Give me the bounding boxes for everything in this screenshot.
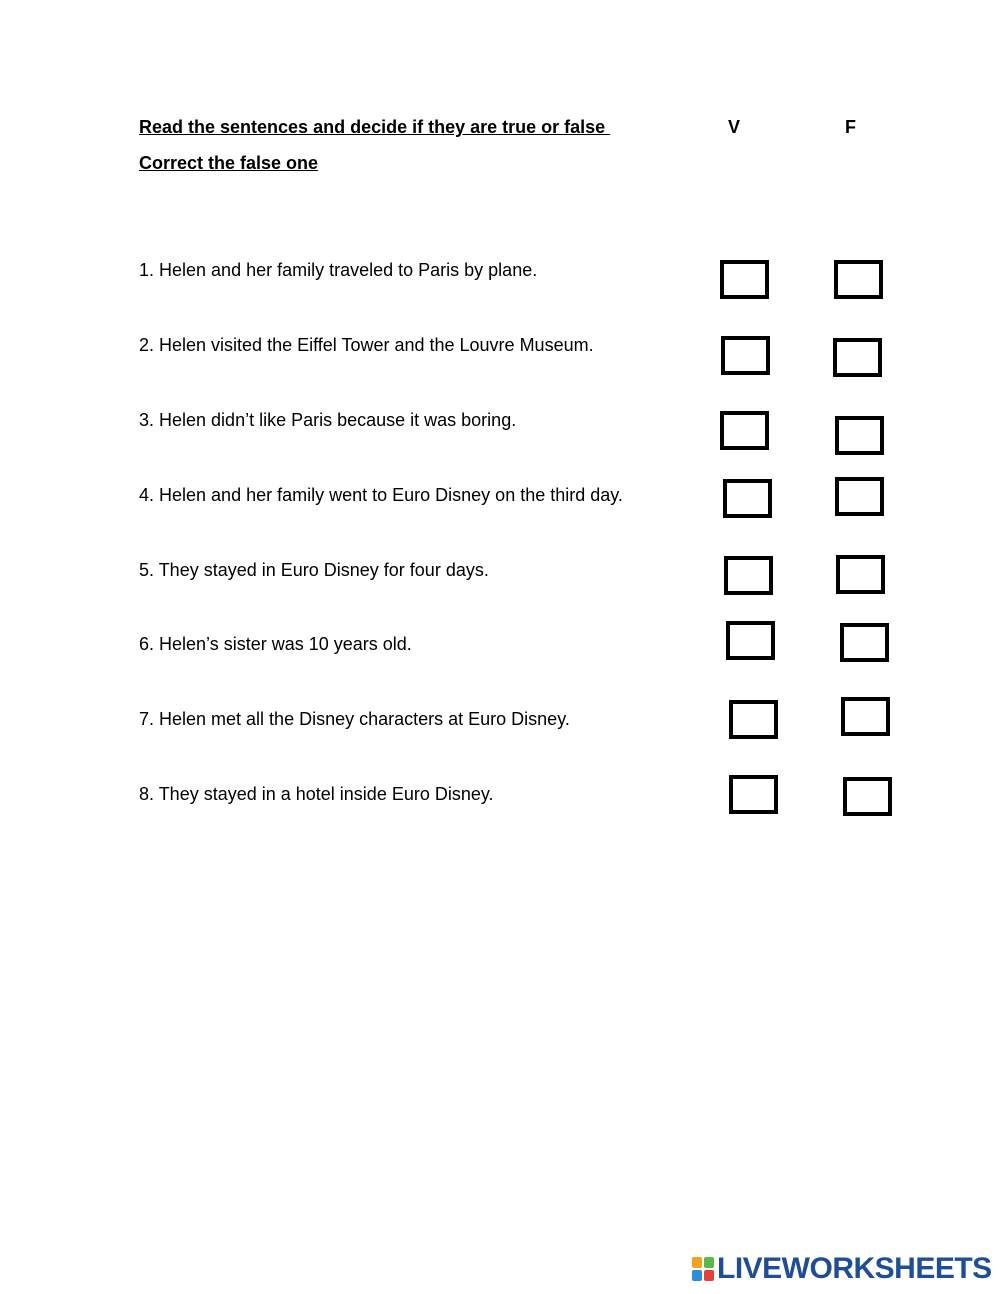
true-checkbox-1[interactable] [720, 260, 769, 299]
statement-8: 8. They stayed in a hotel inside Euro Disney. [139, 784, 494, 804]
logo-square-3 [692, 1270, 702, 1281]
liveworksheets-logo-icon [692, 1257, 714, 1281]
column-header-false: F [845, 117, 856, 137]
statement-4: 4. Helen and her family went to Euro Disney on the third day. [139, 485, 623, 505]
true-checkbox-3[interactable] [720, 411, 769, 450]
false-checkbox-7[interactable] [841, 697, 890, 736]
false-checkbox-5[interactable] [836, 555, 885, 594]
true-checkbox-4[interactable] [723, 479, 772, 518]
statement-3: 3. Helen didn’t like Paris because it was boring. [139, 410, 517, 430]
false-checkbox-1[interactable] [834, 260, 883, 299]
logo-square-1 [692, 1257, 702, 1268]
true-checkbox-2[interactable] [721, 336, 770, 375]
statement-6: 6. Helen’s sister was 10 years old. [139, 634, 412, 654]
brand-name: LIVEWORKSHEETS [717, 1252, 992, 1285]
false-checkbox-8[interactable] [843, 777, 892, 816]
logo-square-2 [704, 1257, 714, 1268]
false-checkbox-2[interactable] [833, 338, 882, 377]
statement-5: 5. They stayed in Euro Disney for four days. [139, 560, 489, 580]
false-checkbox-6[interactable] [840, 623, 889, 662]
branding-footer [692, 1254, 992, 1284]
statement-2: 2. Helen visited the Eiffel Tower and the Louvre Museum. [139, 335, 594, 355]
false-checkbox-4[interactable] [835, 477, 884, 516]
true-checkbox-5[interactable] [724, 556, 773, 595]
false-checkbox-3[interactable] [835, 416, 884, 455]
true-checkbox-7[interactable] [729, 700, 778, 739]
true-checkbox-6[interactable] [726, 621, 775, 660]
statement-1: 1. Helen and her family traveled to Paris by plane. [139, 260, 538, 280]
true-checkbox-8[interactable] [729, 775, 778, 814]
instructions-line-1: Read the sentences and decide if they are true or false [139, 117, 611, 137]
instructions-line-2: Correct the false one [139, 153, 319, 173]
statement-7: 7. Helen met all the Disney characters at Euro Disney. [139, 709, 570, 729]
logo-square-4 [704, 1270, 714, 1281]
column-header-true: V [728, 117, 741, 137]
